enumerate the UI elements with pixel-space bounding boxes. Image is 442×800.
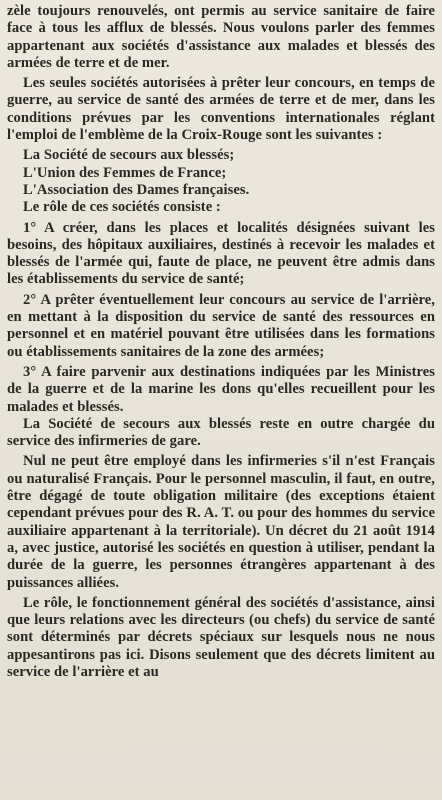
list-item-secours-blesses: La Société de secours aux blessés; bbox=[23, 147, 235, 164]
list-item-association-dames: L'Association des Dames françaises. bbox=[23, 181, 250, 198]
paragraph-role-3: 3° A faire parvenir aux destinations indiquées par les Ministres de la guerre et de la marine les dons qu'elles recueillent pour les malades et blessés. bbox=[7, 363, 435, 415]
paragraph-role-2: 2° A prêter éventuellement leur concours au service de l'arrière, en mettant à la disposition du service de santé des ressources en personnel et en matériel pouvant être utilisées dans les formations ou établissements sanitaires de la zone des armées; bbox=[7, 291, 435, 360]
text-column bbox=[7, 3, 435, 681]
list-item-union-femmes: L'Union des Femmes de France; bbox=[23, 164, 227, 181]
paragraph-role-1: 1° A créer, dans les places et localités désignées suivant les besoins, des hôpitaux auxiliaires, destinés à recevoir les malades et blessés de l'armée qui, faute de place, ne peuvent être admis dans les établissements du service de santé; bbox=[7, 219, 435, 288]
paragraph-intro-continuation: zèle toujours renouvelés, ont permis au service sanitaire de faire face à tous les afflux de blessés. Nous voulons parler des femmes appartenant aux sociétés d'assistance aux malades et blessés des armées de terre et de mer. bbox=[7, 3, 435, 71]
paragraph-fonctionnement: Le rôle, le fonctionnement général des sociétés d'assistance, ainsi que leurs relations avec les directeurs (ou chefs) du service de santé sont déterminés par décrets spéciaux sur lesquels nous ne nous appesantirons pas ici. Disons seulement que des décrets limitent au service de l'arrière et au bbox=[7, 594, 435, 680]
paragraph-authorized-societies: Les seules sociétés autorisées à prêter leur concours, en temps de guerre, au service de santé des armées de terre et de mer, dans les conditions prévues par les conventions internationales réglant l'emploi de l'emblème de la Croix-Rouge sont les suivantes : bbox=[7, 75, 435, 144]
paragraph-personnel: Nul ne peut être employé dans les infirmeries s'il n'est Français ou naturalisé Français. Pour le personnel masculin, il faut, en outre, être dégagé de toute obligation militaire (des exceptions étaient cependant prévues pour des R. A. T. ou pour des hommes du service auxiliaire appartenant à la territoriale). Un décret du 21 août 1914 a, avec justice, autorisé les sociétés en question à utiliser, pendant la durée de la guerre, les personnes étrangères appartenant à des puissances alliées. bbox=[7, 453, 435, 591]
paragraph-infirmeries-gare: La Société de secours aux blessés reste en outre chargée du service des infirmeries de gare. bbox=[7, 415, 435, 450]
paragraph-role-heading: Le rôle de ces sociétés consiste : bbox=[23, 199, 221, 216]
